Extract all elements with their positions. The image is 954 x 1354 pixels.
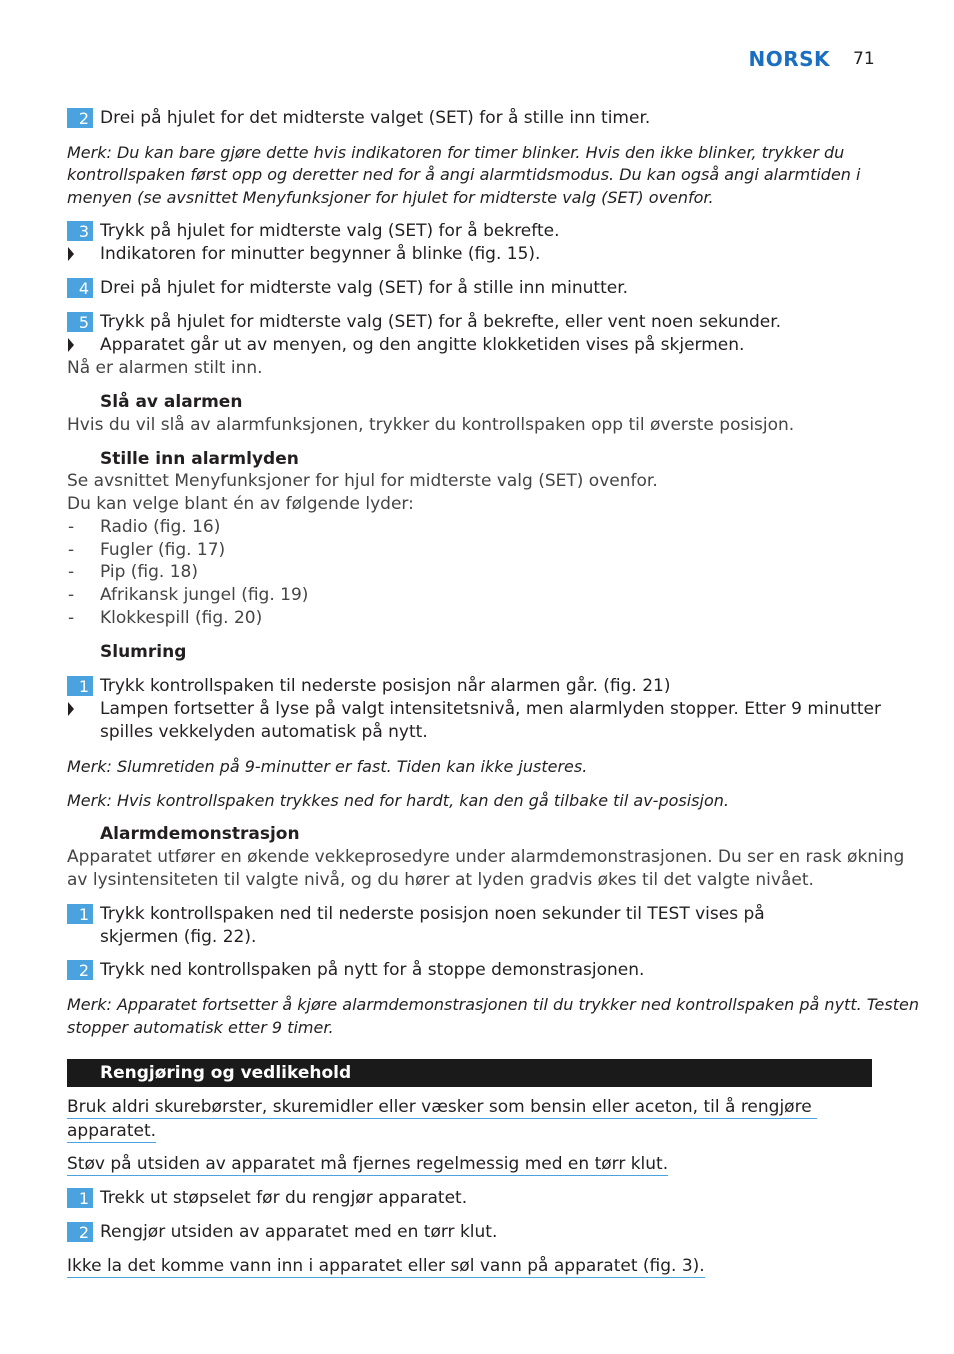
list-dash: -	[68, 585, 75, 605]
note-line: Merk: Du kan bare gjøre dette hvis indikatoren for timer blinker. Hvis den ikke blinker, trykker du	[67, 143, 845, 162]
list-item: Radio (fig. 16)	[100, 517, 221, 537]
warning-text: Bruk aldri skurebørster, skuremidler eller væsker som bensin eller aceton, til å rengjøre	[67, 1096, 817, 1119]
section-title: Rengjøring og vedlikehold	[100, 1063, 352, 1083]
bullet-text: Indikatoren for minutter begynner å blinke (fig. 15).	[100, 244, 541, 264]
step-text: Drei på hjulet for det midterste valget (SET) for å stille inn timer.	[100, 108, 651, 128]
step-number: 5	[67, 312, 93, 332]
step-text: Trekk ut støpselet før du rengjør apparatet.	[100, 1188, 468, 1208]
step-text: Trykk kontrollspaken til nederste posisjon når alarmen går. (fig. 21)	[100, 676, 671, 696]
step-text: Trykk kontrollspaken ned til nederste posisjon noen sekunder til TEST vises på	[100, 904, 765, 924]
note-line: Merk: Slumretiden på 9-minutter er fast. Tiden kan ikke justeres.	[67, 757, 588, 776]
step-number: 3	[67, 221, 93, 241]
bullet-text: Apparatet går ut av menyen, og den angitte klokketiden vises på skjermen.	[100, 335, 745, 355]
step-number: 2	[67, 1222, 93, 1242]
bullet-arrow-icon	[68, 338, 74, 352]
warning-text: apparatet.	[67, 1121, 157, 1141]
step-number: 1	[67, 904, 93, 924]
section-heading: Slå av alarmen	[100, 392, 243, 412]
body-text: Nå er alarmen stilt inn.	[67, 358, 263, 378]
section-heading: Alarmdemonstrasjon	[100, 824, 300, 844]
bullet-text: Lampen fortsetter å lyse på valgt intensitetsnivå, men alarmlyden stopper. Etter 9 minutter	[100, 699, 881, 719]
body-text: av lysintensiteten til valgte nivå, og du hører at lyden gradvis økes til det valgte nivået.	[67, 870, 814, 890]
step-text: skjermen (fig. 22).	[100, 927, 257, 947]
note-line: menyen (se avsnittet Menyfunksjoner for hjulet for midterste valg (SET) ovenfor.	[67, 188, 714, 207]
bullet-text: spilles vekkelyden automatisk på nytt.	[100, 722, 428, 742]
section-heading: Stille inn alarmlyden	[100, 449, 299, 469]
bullet-arrow-icon	[68, 702, 74, 716]
step-text: Trykk på hjulet for midterste valg (SET) for å bekrefte, eller vent noen sekunder.	[100, 312, 782, 332]
note-line: Merk: Hvis kontrollspaken trykkes ned for hardt, kan den gå tilbake til av-posisjon.	[67, 791, 729, 810]
list-dash: -	[68, 562, 75, 582]
list-item: Pip (fig. 18)	[100, 562, 198, 582]
list-item: Afrikansk jungel (fig. 19)	[100, 585, 309, 605]
list-item: Klokkespill (fig. 20)	[100, 608, 263, 628]
page-number: 71	[853, 49, 875, 69]
warning-text: Ikke la det komme vann inn i apparatet eller søl vann på apparatet (fig. 3).	[67, 1256, 705, 1276]
list-dash: -	[68, 517, 75, 537]
body-text: Du kan velge blant én av følgende lyder:	[67, 494, 414, 514]
step-number: 4	[67, 278, 93, 298]
section-title-bar	[67, 1059, 872, 1087]
list-dash: -	[68, 608, 75, 628]
note-line: kontrollspaken først opp og deretter ned for å angi alarmtidsmodus. Du kan også angi alarmtiden i	[67, 165, 861, 184]
step-text: Trykk ned kontrollspaken på nytt for å stoppe demonstrasjonen.	[100, 960, 645, 980]
note-line: Merk: Apparatet fortsetter å kjøre alarmdemonstrasjonen til du trykker ned kontrollspaken på nytt. Testen	[67, 995, 919, 1014]
body-text: Se avsnittet Menyfunksjoner for hjul for midterste valg (SET) ovenfor.	[67, 471, 658, 491]
section-heading: Slumring	[100, 642, 187, 662]
step-number: 2	[67, 108, 93, 128]
list-item: Fugler (fig. 17)	[100, 540, 226, 560]
warning-text: Støv på utsiden av apparatet må fjernes regelmessig med en tørr klut.	[67, 1154, 669, 1174]
body-text: Hvis du vil slå av alarmfunksjonen, trykker du kontrollspaken opp til øverste posisjon.	[67, 415, 795, 435]
step-text: Drei på hjulet for midterste valg (SET) for å stille inn minutter.	[100, 278, 629, 298]
step-number: 2	[67, 960, 93, 980]
step-text: Trykk på hjulet for midterste valg (SET) for å bekrefte.	[100, 221, 560, 241]
list-dash: -	[68, 540, 75, 560]
step-number: 1	[67, 1188, 93, 1208]
section-language-label: NORSK	[748, 47, 830, 71]
bullet-arrow-icon	[68, 247, 74, 261]
step-number: 1	[67, 676, 93, 696]
step-text: Rengjør utsiden av apparatet med en tørr klut.	[100, 1222, 498, 1242]
body-text: Apparatet utfører en økende vekkeprosedyre under alarmdemonstrasjonen. Du ser en rask økning	[67, 847, 905, 867]
note-line: stopper automatisk etter 9 timer.	[67, 1018, 334, 1037]
